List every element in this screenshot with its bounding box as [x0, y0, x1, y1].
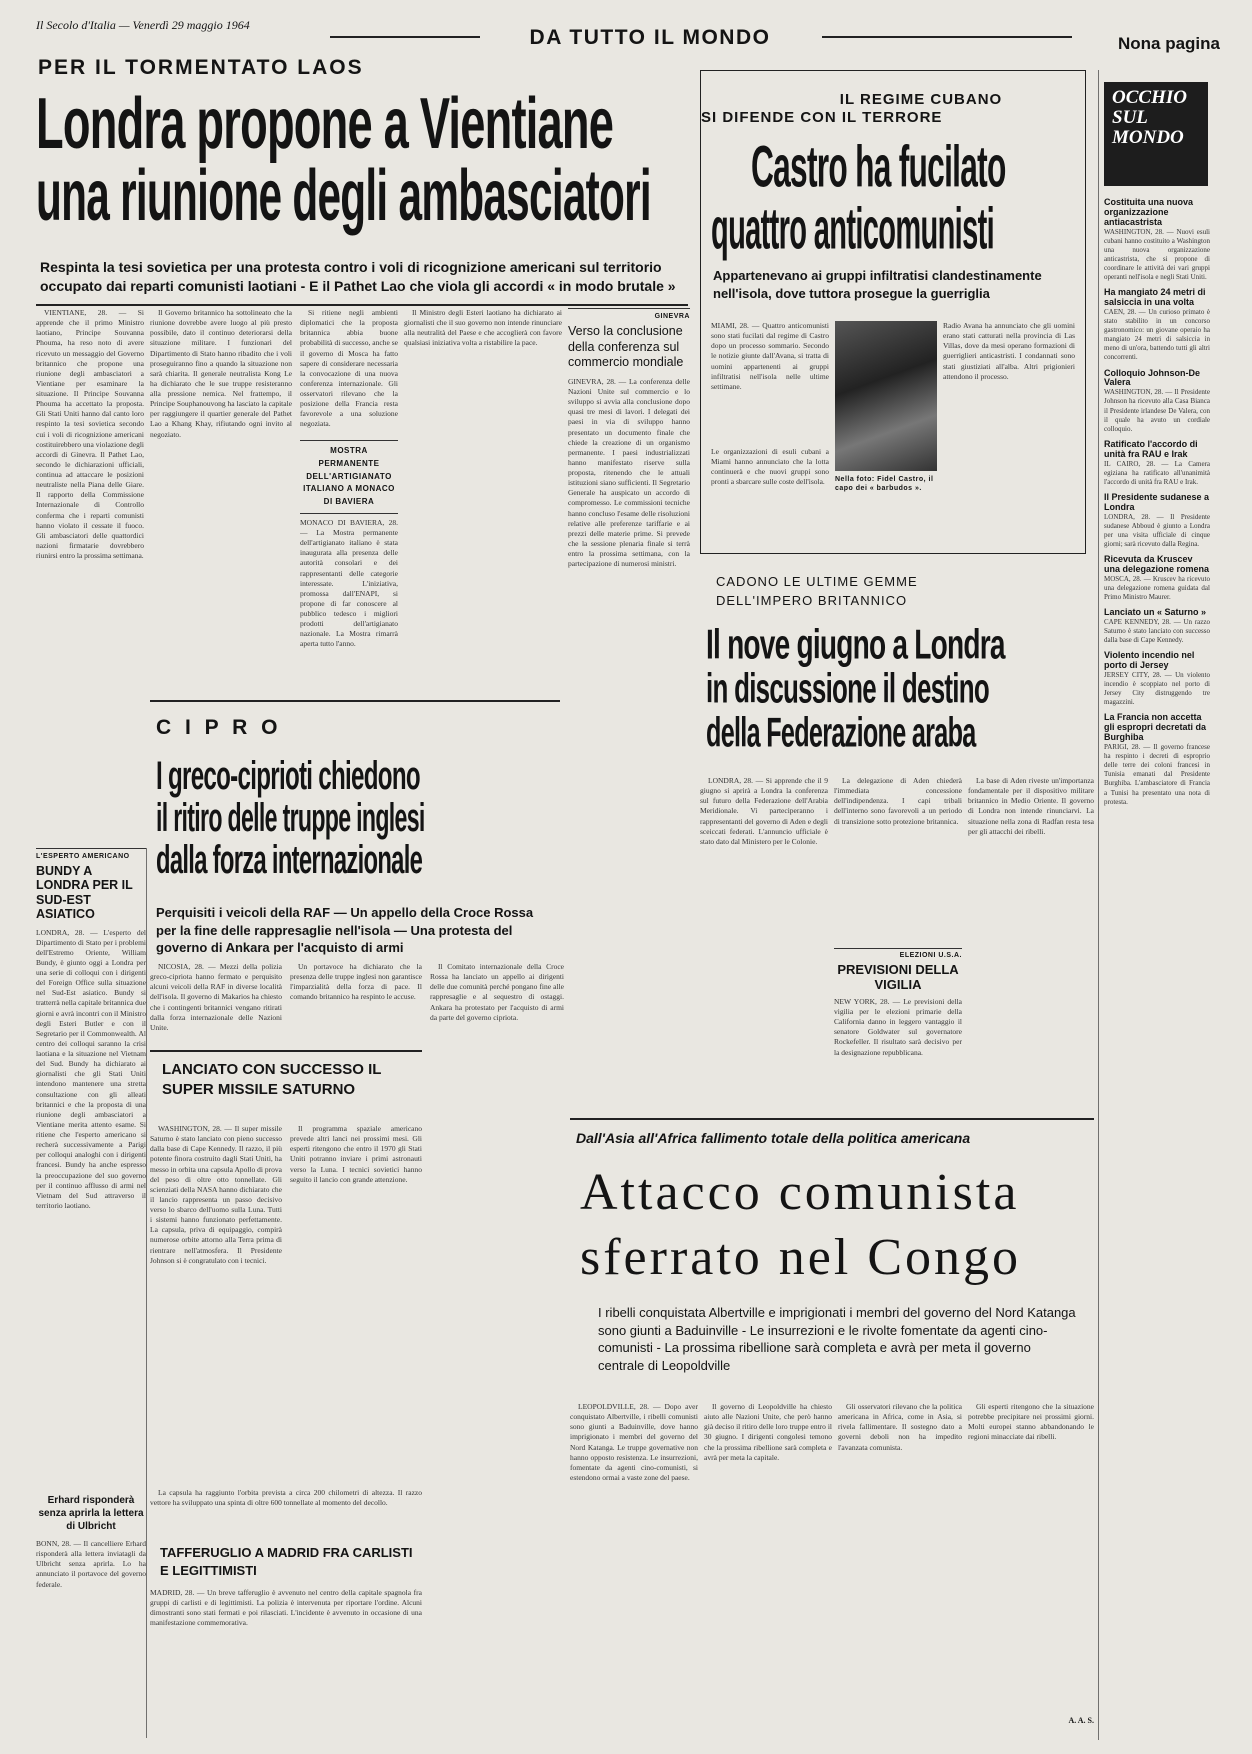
brief-text: CAPE KENNEDY, 28. — Un razzo Saturno è stato lanciato con successo dalla base di Cape Kennedy.	[1104, 618, 1210, 645]
occhio-title-3: MONDO	[1112, 126, 1184, 148]
congo-column-2	[704, 1402, 832, 1732]
cipro-text-2: Un portavoce ha dichiarato che la presenza delle truppe inglesi non garantisce l'imparzialità della forza di pace. Il comando britannico ha respinto le accuse.	[290, 962, 422, 1002]
laos-column-4	[404, 308, 562, 698]
congo-signature: A. A. S.	[1068, 1716, 1094, 1725]
section-title: DA TUTTO IL MONDO	[529, 26, 771, 49]
brief-text: IL CAIRO, 28. — La Camera egiziana ha ratificato all'unanimità l'accordo di unità fra RAU e Irak.	[1104, 459, 1210, 486]
cuba-text-2: Le organizzazioni di esuli cubani a Miami hanno annunciato che la lotta continuerà e che nuovi gruppi sono pronti a sbarcare sulle coste dell'isola.	[711, 447, 829, 487]
saturno-column-3	[150, 1488, 422, 1528]
congo-column-1	[570, 1402, 698, 1732]
erhard-article	[36, 1494, 146, 1734]
congo-deck: I ribelli conquistata Albertville e imprigionati i membri del governo del Nord Katanga sono giunti a Baduinville - Le insurrezioni e le rivolte fomentate da agenti cino-comunisti - La prossima ribellione sarà completa e avrà per meta il governo centrale di Leopoldville	[598, 1305, 1076, 1373]
cipro-kicker: C I P R O	[156, 716, 282, 739]
madrid-text: MADRID, 28. — Un breve tafferuglio è avvenuto nel centro della capitale spagnola fra gruppi di carlisti e di legittimisti. La polizia è intervenuta per riportare l'ordine. Alcuni dimostranti sono stati fermati e poi rilasciati. L'incidente è avvenuto in occasione di una manifestazione commemorativa.	[150, 1588, 422, 1628]
laos-headline	[36, 88, 686, 258]
cipro-column-2	[290, 962, 422, 1044]
cipro-text-3: Il Comitato internazionale della Croce Rossa ha lanciato un appello ai dirigenti delle due comunità perché pongano fine alle rappresaglie e al sequestro di ostaggi. Ankara ha protestato per l'acquisto di armi da parte del governo cipriota.	[430, 962, 564, 1022]
saturno-text-1: WASHINGTON, 28. — Il super missile Saturno è stato lanciato con pieno successo dalla base di Cape Kennedy. Il razzo, il più potente finora costruito dagli Stati Uniti, ha messo in orbita una capsula Apollo di prova del peso di oltre otto tonnellate. Gli scienziati della NASA hanno dichiarato che il lancio rappresenta un passo decisivo verso lo sbarco dell'uomo sulla Luna. Tutti i sistemi hanno funzionato perfettamente. La capsula, priva di equipaggio, compirà numerose orbite attorno alla Terra prima di rientrare nell'atmosfera. Il Presidente Johnson si è congratulato con i tecnici.	[150, 1124, 282, 1265]
federazione-text-1: LONDRA, 28. — Si apprende che il 9 giugno si aprirà a Londra la conferenza sul futuro della Federazione dell'Arabia Meridionale. Vi parteciperanno i rappresentanti del governo di Aden e degli sceiccati federati. L'annuncio ufficiale è stato dato dal Ministero per le Colonie.	[700, 776, 828, 846]
madrid-headline: TAFFERUGLIO A MADRID FRA CARLISTI E LEGITTIMISTI	[160, 1545, 413, 1578]
column-rule-right	[1098, 70, 1099, 1740]
federazione-text-3: La base di Aden riveste un'importanza fondamentale per il dispositivo militare britannico in Medio Oriente. Il governo di Londra non intende rinunciarvi. La situazione nella zona di Radfan resta tesa per gli attacchi dei ribelli.	[968, 776, 1094, 836]
masthead-rule-left	[330, 36, 480, 38]
laos-kicker: PER IL TORMENTATO LAOS	[38, 56, 364, 79]
brief-headline: Il Presidente sudanese a Londra	[1104, 491, 1210, 512]
cipro-headline	[156, 756, 556, 906]
federazione-column-1	[700, 776, 828, 1116]
bundy-headline: BUNDY A LONDRA PER IL SUD-EST ASIATICO	[36, 864, 133, 922]
federazione-headline	[706, 624, 1100, 772]
saturno-column-1	[150, 1124, 282, 1484]
federazione-kickers	[716, 574, 1096, 614]
mostra-text: MONACO DI BAVIERA, 28. — La Mostra permanente dell'artigianato italiano è stata inaugurata alla presenza delle autorità consolari e dei rappresentanti delle categorie interessate. L'iniziativa, promossa dall'ENAPI, si propone di far conoscere al pubblico tedesco i migliori prodotti dell'artigianato nazionale. La Mostra rimarrà aperta tutto l'anno.	[300, 517, 398, 649]
brief-headline: Ha mangiato 24 metri di salsiccia in una volta	[1104, 287, 1206, 308]
cuba-text-3: Radio Avana ha annunciato che gli uomini erano stati catturati nella provincia di Las Villas, dove da mesi operano formazioni di guerriglieri anticastristi. I condannati sono stati giustiziati all'alba. Altri prigionieri attendono il processo.	[943, 321, 1075, 381]
brief-text: WASHINGTON, 28. — Il Presidente Johnson ha ricevuto alla Casa Bianca il Presidente irlandese De Valera, con il quale ha avuto un cordiale colloquio.	[1104, 388, 1210, 433]
column-rule-left	[146, 848, 147, 1738]
occhio-banner	[1104, 82, 1208, 186]
federazione-column-2	[834, 776, 962, 946]
brief-headline: Ratificato l'accordo di unità fra RAU e Irak	[1104, 438, 1198, 459]
cipro-rule	[150, 700, 560, 702]
erhard-headline: Erhard risponderà senza aprirla la lettera di Ulbricht	[38, 1495, 144, 1532]
federazione-headline-line-2: in discussione il destino	[706, 664, 990, 712]
cipro-column-3	[430, 962, 564, 1742]
federazione-column-3	[968, 776, 1094, 1116]
brief-text: JERSEY CITY, 28. — Un violento incendio è scoppiato nel porto di Jersey City distruggendo tre magazzini.	[1104, 671, 1210, 707]
cuba-headline-line-2: quattro anticomunisti	[711, 197, 994, 262]
laos-text-4: Il Ministro degli Esteri laotiano ha dichiarato ai giornalisti che il suo governo non intende rinunciare alla neutralità del Paese e che accoglierà con favore qualsiasi iniziativa volta a ristabilire la pace.	[404, 308, 562, 348]
mostra-title: MOSTRA PERMANENTE DELL'ARTIGIANATO ITALIANO A MONACO DI BAVIERA	[300, 440, 398, 514]
congo-headline	[580, 1160, 1090, 1310]
cuba-text-1: MIAMI, 28. — Quattro anticomunisti sono stati fucilati dal regime di Castro dopo un processo sommario. Secondo le notizie giunte dall'Avana, si tratta di uomini appartenenti ai gruppi infiltratisi nell'isola nelle ultime settimane.	[711, 321, 829, 391]
laos-text-3: Si ritiene negli ambienti diplomatici che la proposta britannica abbia buone probabilità di successo, anche se il governo di Mosca ha fatto sapere di considerare necessaria la convocazione di una nuova conferenza internazionale. Gli osservatori rilevano che la posizione della Francia resta favorevole a una soluzione negoziata.	[300, 308, 398, 429]
cipro-headline-line-1: I greco-ciprioti chiedono	[156, 756, 420, 799]
congo-text-3: Gli osservatori rilevano che la politica americana in Africa, come in Asia, si rivela fallimentare. Il sostegno dato a governi deboli non ha impedito l'avanzata comunista.	[838, 1402, 962, 1452]
cipro-text-1: NICOSIA, 28. — Mezzi della polizia greco-cipriota hanno fermato e perquisito alcuni veicoli della RAF in diverse località dell'isola. Il governo di Makarios ha chiesto che i contingenti britannici vengano ritirati dalla forza internazionale delle Nazioni Unite.	[150, 962, 282, 1032]
cuba-kicker-1: IL REGIME CUBANO	[839, 91, 1003, 108]
cipro-headline-line-2: il ritiro delle truppe inglesi	[156, 795, 425, 841]
cuba-box	[700, 70, 1086, 554]
brief-headline: Ricevuta da Kruscev una delegazione romena	[1104, 554, 1210, 574]
masthead-rule-right	[822, 36, 1072, 38]
congo-text-1: LEOPOLDVILLE, 28. — Dopo aver conquistato Albertville, i ribelli comunisti sono giunti a Baduinville, dove hanno imprigionato i membri del governo del Nord Katanga. Le truppe governative non hanno opposto resistenza. Le insurrezioni, fomentate da agenti cino-comunisti, si estendono ormai a vaste zone del paese.	[570, 1402, 698, 1482]
laos-headline-line-1: Londra propone a Vientiane	[36, 88, 614, 165]
brief-headline: Lanciato un « Saturno »	[1104, 607, 1207, 618]
ginevra-headline: Verso la conclusione della conferenza sul commercio mondiale	[568, 324, 684, 370]
page-number: Nona pagina	[1117, 34, 1220, 53]
laos-column-3	[300, 308, 398, 436]
bundy-text: LONDRA, 28. — L'esperto del Dipartimento di Stato per i problemi dell'Estremo Oriente, William Bundy, è giunto oggi a Londra per una serie di colloqui con i dirigenti del Foreign Office sulla situazione nel Sud-Est asiatico. Bundy si tratterrà nella capitale britannica due giorni e avrà incontri con il Ministro degli Esteri Butler e con il Segretario per il Commonwealth. Al centro dei colloqui saranno la crisi laotiana e la situazione nel Vietnam del Sud. Bundy ha dichiarato ai giornalisti che gli Stati Uniti intendono mantenere una stretta consultazione con gli alleati britannici e che la proposta di una riunione degli ambasciatori a Vientiane merita attento esame. Si ritiene che l'esperto americano si recherà successivamente a Parigi per colloqui analoghi con i dirigenti francesi. Bundy ha anche espresso la preoccupazione del suo governo per il continuo afflusso di armi nel Vietnam del Sud attraverso il territorio laotiano.	[36, 927, 146, 1210]
cipro-deck: Perquisiti i veicoli della RAF — Un appello della Croce Rossa per la fine delle rappresaglie nell'isola — Una protesta del governo di Ankara per l'acquisto di armi	[156, 905, 534, 956]
brief-text: MOSCA, 28. — Kruscev ha ricevuto una delegazione romena guidata dal Primo Ministro Maurer.	[1104, 574, 1210, 602]
laos-column-2	[150, 308, 292, 698]
federazione-kicker-2: DELL'IMPERO BRITANNICO	[716, 593, 908, 608]
saturno-column-2	[290, 1124, 422, 1354]
brief-headline: Violento incendio nel porto di Jersey	[1104, 650, 1195, 671]
brief-text: CAEN, 28. — Un curioso primato è stato stabilito in un concorso gastronomico: un giovane operaio ha mangiato 24 metri di salsiccia in meno di un'ora, battendo tutti gli altri concorrenti.	[1104, 308, 1210, 362]
saturno-text-3: La capsula ha raggiunto l'orbita prevista a circa 200 chilometri di altezza. Il razzo vettore ha sviluppato una spinta di oltre 600 tonnellate al momento del decollo.	[150, 1488, 422, 1508]
laos-text-1: VIENTIANE, 28. — Si apprende che il primo Ministro laotiano, Principe Souvanna Phouma, ha reso noto di avere ricevuto un messaggio del Governo britannico che propone una riunione degli ambasciatori a Vientiane per esaminare la situazione. Il Principe Souvanna Phouma ha accettato la proposta. Gli Stati Uniti hanno dal canto loro respinto la tesi sovietica secondo cui i voli di ricognizione americani costituirebbero una violazione degli accordi di Ginevra. Il Pathet Lao, secondo le dichiarazioni ufficiali, continua ad attaccare le posizioni neutraliste nella Piana delle Giare. Il rapporto della Commissione Internazionale di Controllo conferma che i reparti comunisti hanno violato il cessate il fuoco. Gli ambasciatori delle quattordici nazioni firmatarie dovrebbero riunirsi entro la prossima settimana.	[36, 308, 144, 560]
saturno-text-2: Il programma spaziale americano prevede altri lanci nei prossimi mesi. Gli esperti ritengono che entro il 1970 gli Stati Uniti potranno inviare i primi astronauti verso la Luna. I tecnici sovietici hanno seguito il lancio con grande attenzione.	[290, 1124, 422, 1184]
congo-headline-line-1: Attacco comunista	[580, 1164, 1020, 1221]
elezioni-kicker: ELEZIONI U.S.A.	[834, 948, 962, 959]
federazione-headline-line-1: Il nove giugno a Londra	[706, 624, 1005, 668]
cuba-deck: Appartenevano ai gruppi infiltratisi clandestinamente nell'isola, dove tuttora prosegue la guerriglia	[713, 268, 1042, 301]
occhio-column	[1104, 192, 1210, 1732]
federazione-headline-line-3: della Federazione araba	[706, 708, 976, 756]
congo-headline-line-2: sferrato nel Congo	[580, 1229, 1022, 1286]
ginevra-text: GINEVRA, 28. — La conferenza delle Nazioni Unite sul commercio e lo sviluppo si avvia alla conclusione dopo quasi tre mesi di lavori. I delegati dei paesi in via di sviluppo hanno presentato un documento finale che chiede la creazione di un organismo permanente. I paesi industrializzati hanno manifestato riserve sulla proposta, ritenendo che le attuali istituzioni siano sufficienti. Il Segretario Generale ha auspicato un accordo di compromesso. Le commissioni tecniche hanno concluso l'esame delle risoluzioni relative alle preferenze tariffarie e ai prezzi delle materie prime. Si prevede che la sessione plenaria finale si terrà entro la prossima settimana, con la partecipazione di numerosi ministri.	[568, 376, 690, 569]
laos-headline-line-2: una riunione degli ambasciatori	[36, 155, 651, 237]
mostra-box	[300, 440, 398, 698]
congo-rule	[570, 1118, 1094, 1120]
elezioni-text: NEW YORK, 28. — Le previsioni della vigilia per le elezioni primarie della California danno in leggero vantaggio il senatore Goldwater sul governatore Rockefeller. Il risultato sarà decisivo per la designazione repubblicana.	[834, 996, 962, 1057]
masthead-date: Il Secolo d'Italia — Venerdì 29 maggio 1964	[36, 18, 250, 32]
castro-photo	[835, 321, 937, 471]
brief-headline: La Francia non accetta gli espropri decretati da Burghiba	[1104, 712, 1207, 743]
castro-photo-caption: Nella foto: Fidel Castro, il capo dei « barbudos ».	[835, 476, 934, 493]
congo-column-4	[968, 1402, 1094, 1712]
cipro-column-1	[150, 962, 282, 1044]
ginevra-article	[568, 308, 690, 708]
elezioni-article	[834, 948, 962, 1118]
congo-column-3	[838, 1402, 962, 1732]
congo-kicker: Dall'Asia all'Africa fallimento totale della politica americana	[576, 1130, 971, 1146]
elezioni-headline: PREVISIONI DELLA VIGILIA	[837, 962, 959, 992]
laos-rule	[36, 304, 688, 306]
brief-text: WASHINGTON, 28. — Nuovi esuli cubani hanno costituito a Washington una nuova organizzazione anticastrista, che si propone di coordinare le attività dei vari gruppi operanti nell'isola e negli Stati Uniti.	[1104, 227, 1210, 282]
congo-text-2: Il governo di Leopoldville ha chiesto aiuto alle Nazioni Unite, che però hanno già deciso il ritiro delle loro truppe entro il 30 giugno. I dirigenti congolesi temono che la prossima ribellione sarà completa e avrà per meta la capitale.	[704, 1402, 832, 1462]
laos-text-2: Il Governo britannico ha sottolineato che la riunione dovrebbe avere luogo al più presto possibile, dato il continuo deteriorarsi della situazione militare. I funzionari del Dipartimento di Stato hanno ribadito che i voli proseguiranno fino a quando la situazione non sarà chiarita. Il generale neutralista Kong Le ha dichiarato che le sue truppe resisteranno alla pressione nemica. Nel frattempo, il Principe Souphanouvong ha lasciato la capitale per raggiungere il quartier generale del Pathet Lao a Khang Khay, rifiutando ogni invito al negoziato.	[150, 308, 292, 439]
saturno-headline: LANCIATO CON SUCCESSO IL SUPER MISSILE SATURNO	[162, 1061, 382, 1098]
occhio-title-1: OCCHIO	[1112, 87, 1187, 108]
brief-headline: Costituita una nuova organizzazione antiacastrista	[1104, 197, 1194, 227]
federazione-kicker-1: CADONO LE ULTIME GEMME	[716, 574, 918, 589]
occhio-title-2: SUL	[1112, 106, 1148, 128]
brief-headline: Colloquio Johnson-De Valera	[1104, 367, 1200, 388]
bundy-kicker: L'ESPERTO AMERICANO	[36, 848, 146, 860]
cipro-headline-line-3: dalla forza internazionale	[156, 837, 423, 883]
ginevra-dateline: GINEVRA	[568, 308, 690, 320]
bundy-article	[36, 848, 146, 1488]
brief-text: PARIGI, 28. — Il governo francese ha respinto i decreti di esproprio delle terre dei coloni francesi in Tunisia emanati dal Presidente Burghiba. L'ambasciatore di Francia a Tunisi ha presentato una nota di protesta.	[1104, 743, 1210, 806]
cuba-kicker-2: SI DIFENDE CON IL TERRORE	[701, 109, 943, 126]
laos-column-1	[36, 308, 144, 848]
cuba-headline-line-1: Castro ha fucilato	[751, 135, 1006, 200]
federazione-text-2: La delegazione di Aden chiederà l'immediata concessione dell'indipendenza. I capi tribali dell'interno sono favorevoli a un periodo di transizione sotto protezione britannica.	[834, 776, 962, 826]
congo-text-4: Gli esperti ritengono che la situazione potrebbe precipitare nei prossimi giorni. Molti europei stanno abbandonando le regioni minacciate dai ribelli.	[968, 1402, 1094, 1442]
laos-deck: Respinta la tesi sovietica per una protesta contro i voli di ricognizione americani sul territorio occupato dai reparti comunisti laotiani - E il Pathet Lao che viola gli accordi « in modo brutale »	[40, 259, 676, 294]
erhard-text: BONN, 28. — Il cancelliere Erhard risponderà alla lettera inviatagli da Ulbricht senza aprirla. Lo ha annunciato il portavoce del governo federale.	[36, 1539, 146, 1589]
brief-text: LONDRA, 28. — Il Presidente sudanese Abboud è giunto a Londra per una visita ufficiale di cinque giorni; sarà ricevuto dalla Regina.	[1104, 512, 1210, 548]
saturno-rule	[150, 1050, 422, 1052]
